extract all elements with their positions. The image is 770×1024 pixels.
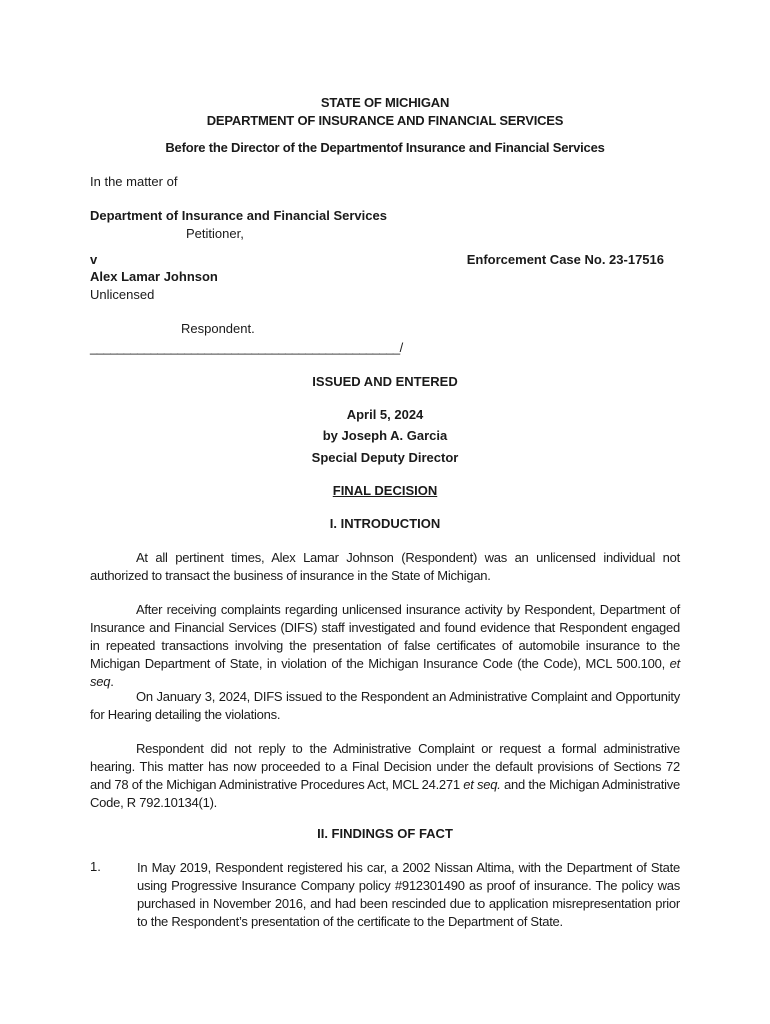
intro-paragraph-2-period: . xyxy=(110,674,114,689)
issued-and-entered: ISSUED AND ENTERED xyxy=(312,374,458,389)
intro-paragraph-2 xyxy=(90,601,680,691)
petitioner-name: Department of Insurance and Financial Services xyxy=(90,208,387,223)
caption-rule: ______________________________________________/ xyxy=(90,340,403,355)
issued-by: by Joseph A. Garcia xyxy=(322,428,448,443)
intro-paragraph-4-tail: and the Michigan Administrative Code, R 792.10134(1). xyxy=(90,777,681,810)
department-heading: DEPARTMENT OF INSURANCE AND FINANCIAL SERVICES xyxy=(206,113,564,128)
issue-date: April 5, 2024 xyxy=(346,407,424,422)
intro-paragraph-1 xyxy=(90,549,680,585)
respondent-status: Unlicensed xyxy=(90,287,155,302)
issuer-title: Special Deputy Director xyxy=(311,450,459,465)
case-number: Enforcement Case No. 23-17516 xyxy=(466,252,664,267)
intro-paragraph-3 xyxy=(90,688,680,724)
intro-paragraph-4-text: Respondent did not reply to the Administrative Complaint or request a formal administrative hearing. This matter has now proceeded to a Final Decision under the default provisions of Sections 72 and 78 of the Michigan Administrative Procedures Act, MCL 24.271 xyxy=(90,741,680,792)
intro-paragraph-4 xyxy=(90,740,680,812)
intro-paragraph-3-text: On January 3, 2024, DIFS issued to the Respondent an Administrative Complaint and Opportunity for Hearing detailing the violations. xyxy=(90,689,680,722)
introduction-heading: I. INTRODUCTION xyxy=(329,516,441,531)
versus: v xyxy=(90,252,98,267)
intro-paragraph-2-text: After receiving complaints regarding unlicensed insurance activity by Respondent, Department of Insurance and Financial Services (DIFS) staff investigated and found evidence that Respondent engaged in repeated transactions involving the presentation of false certificates of automobile insurance to the Michigan Department of State, in violation of the Michigan Insurance Code (the Code), MCL 500.100, xyxy=(90,602,680,671)
findings-heading: II. FINDINGS OF FACT xyxy=(317,826,453,841)
final-decision-text: FINAL DECISION xyxy=(332,483,438,498)
respondent-role: Respondent. xyxy=(181,321,255,336)
finding-1-number: 1. xyxy=(90,859,101,874)
state-heading: STATE OF MICHIGAN xyxy=(320,95,450,110)
intro-paragraph-1-text: At all pertinent times, Alex Lamar Johnson (Respondent) was an unlicensed individual not authorized to transact the business of insurance in the State of Michigan. xyxy=(90,550,680,583)
respondent-name: Alex Lamar Johnson xyxy=(90,269,218,284)
final-decision-title xyxy=(0,483,770,498)
before-director-line: Before the Director of the Departmentof Insurance and Financial Services xyxy=(165,140,605,155)
petitioner-role: Petitioner, xyxy=(186,226,244,241)
finding-1-text: In May 2019, Respondent registered his car, a 2002 Nissan Altima, with the Department of State using Progressive Insurance Company policy #912301490 as proof of insurance. The policy was purchased in November 2016, and had been rescinded due to application misrepresentation prior to the Respondent’s presentation of the certificate to the Department of State. xyxy=(137,860,680,929)
in-the-matter-of: In the matter of xyxy=(90,174,178,189)
et-seq-italic: et seq xyxy=(90,656,680,689)
et-seq-italic-2: et seq. xyxy=(463,777,501,792)
